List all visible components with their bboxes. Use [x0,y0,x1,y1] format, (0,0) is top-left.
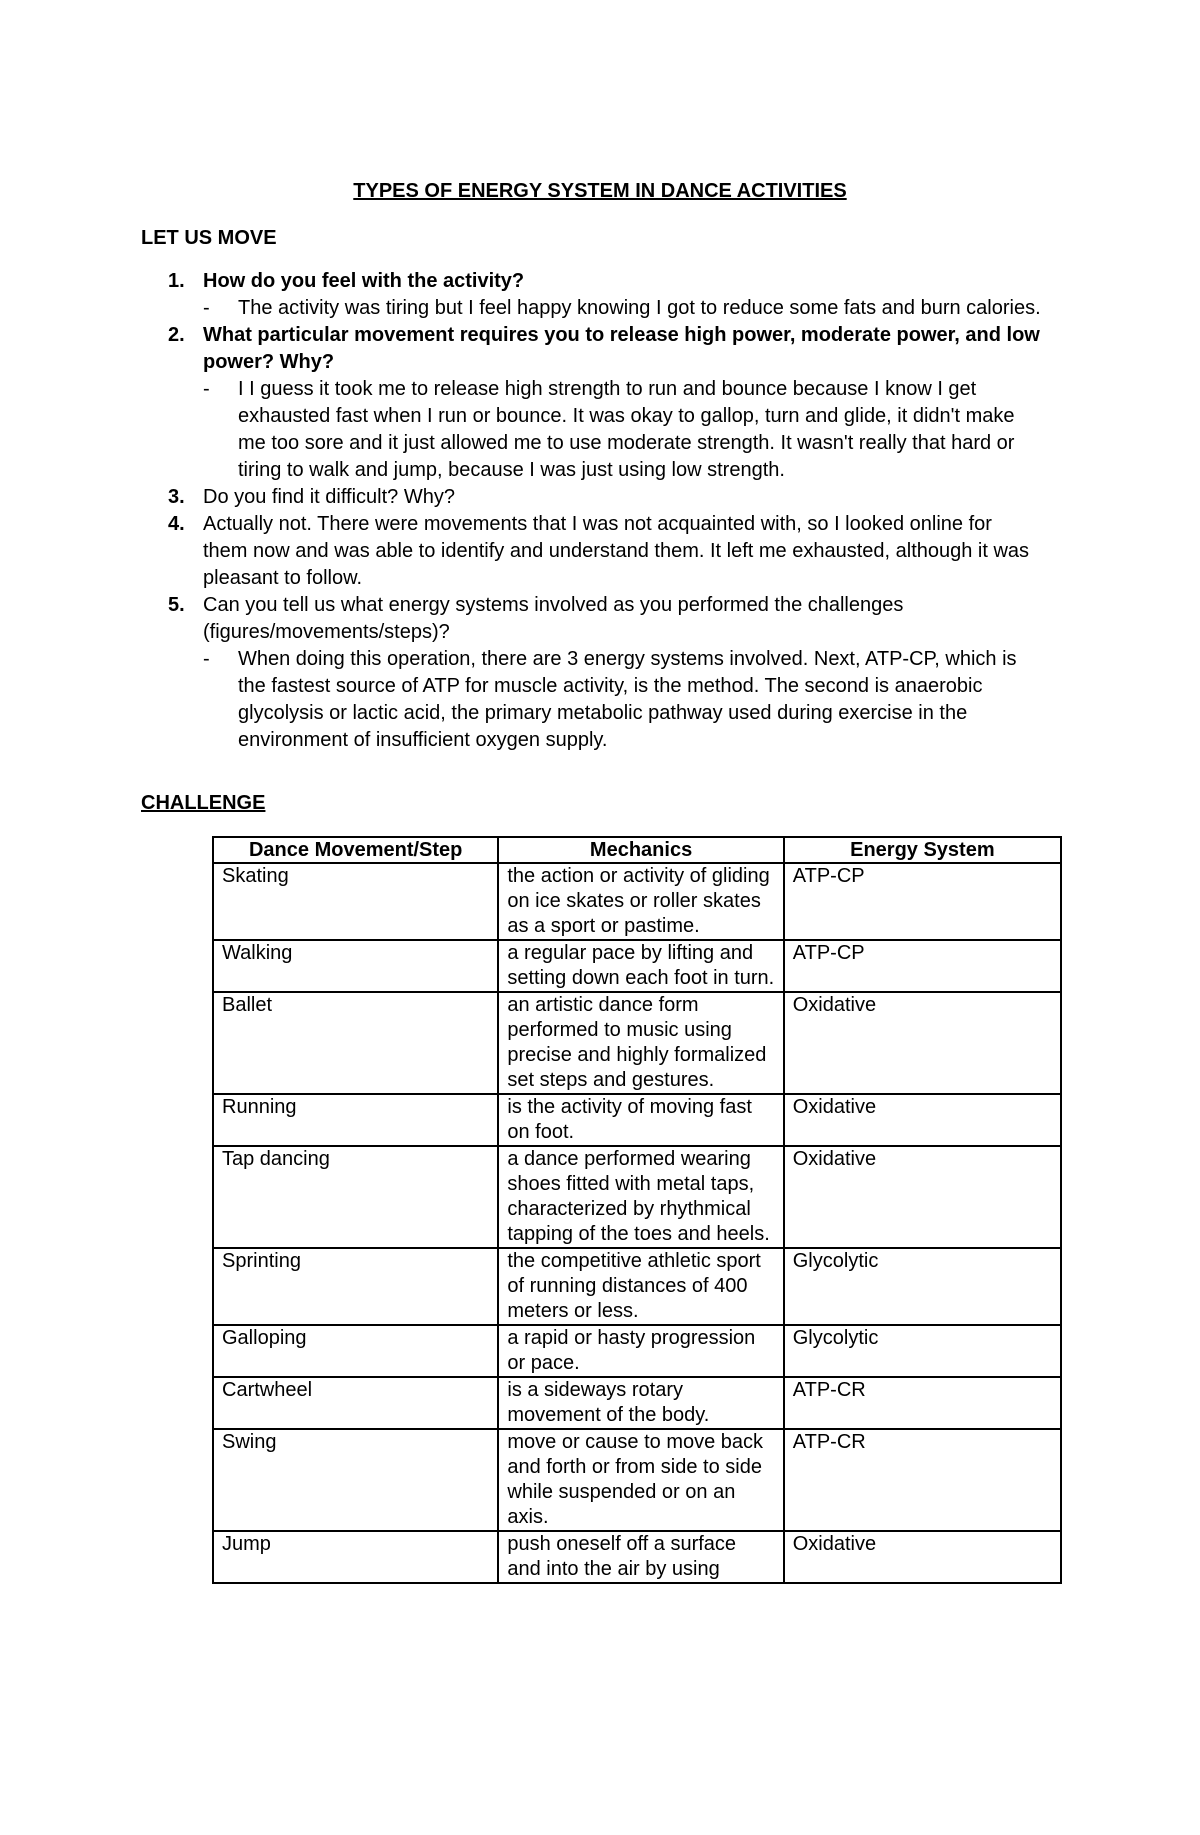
cell-movement: Cartwheel [213,1377,498,1429]
cell-energy-system: ATP-CR [784,1377,1061,1429]
answer-item-5 [141,646,1041,754]
answer-bullet: - [203,648,210,670]
header-energy-system: Energy System [784,837,1061,863]
cell-movement: Running [213,1094,498,1146]
cell-energy-system: Oxidative [784,992,1061,1094]
cell-movement: Ballet [213,992,498,1094]
cell-mechanics: a dance performed wearing shoes fitted with metal taps, characterized by rhythmical tapping of the toes and heels. [498,1146,783,1248]
question-number: 1. [168,270,185,292]
answer-item-1 [141,295,1041,322]
cell-movement: Jump [213,1531,498,1583]
cell-mechanics: is a sideways rotary movement of the body. [498,1377,783,1429]
question-number: 5. [168,594,185,616]
question-text: What particular movement requires you to release high power, moderate power, and low power? Why? [203,324,1040,373]
table-row [213,1248,1061,1325]
cell-movement: Walking [213,940,498,992]
question-item-1 [141,268,1041,295]
table-row [213,863,1061,940]
section-heading-challenge: CHALLENGE [141,792,266,814]
answer-text: The activity was tiring but I feel happy knowing I got to reduce some fats and burn calories. [238,297,1041,319]
cell-movement: Sprinting [213,1248,498,1325]
answer-item-2 [141,376,1041,484]
question-text: How do you feel with the activity? [203,270,525,292]
cell-energy-system: ATP-CR [784,1429,1061,1531]
table-row [213,1377,1061,1429]
question-number: 4. [168,513,185,535]
answer-text: When doing this operation, there are 3 energy systems involved. Next, ATP-CP, which is the fastest source of ATP for muscle activity, is the method. The second is anaerobic glycolysis or lactic acid, the primary metabolic pathway used during exercise in the environment of insufficient oxygen supply. [238,648,1017,751]
answer-text: I I guess it took me to release high strength to run and bounce because I know I get exhausted fast when I run or bounce. It was okay to gallop, turn and glide, it didn't make me too sore and it just allowed me to use moderate strength. It wasn't really that hard or tiring to walk and jump, because I was just using low strength. [238,378,1015,481]
document-title: TYPES OF ENERGY SYSTEM IN DANCE ACTIVITIES [353,180,847,202]
cell-movement: Skating [213,863,498,940]
cell-movement: Tap dancing [213,1146,498,1248]
table-row [213,1146,1061,1248]
cell-mechanics: move or cause to move back and forth or from side to side while suspended or on an axis. [498,1429,783,1531]
table-row [213,1325,1061,1377]
question-text: Actually not. There were movements that I was not acquainted with, so I looked online for them now and was able to identify and understand them. It left me exhausted, although it was pleasant to follow. [203,513,1030,589]
table-row [213,1429,1061,1531]
cell-mechanics: the competitive athletic sport of running distances of 400 meters or less. [498,1248,783,1325]
header-mechanics: Mechanics [498,837,783,863]
section-heading-let-us-move: LET US MOVE [141,227,277,249]
question-list [141,268,1041,754]
question-number: 3. [168,486,185,508]
cell-mechanics: is the activity of moving fast on foot. [498,1094,783,1146]
cell-energy-system: ATP-CP [784,863,1061,940]
question-text: Can you tell us what energy systems involved as you performed the challenges (figures/movements/steps)? [203,594,904,643]
cell-energy-system: Oxidative [784,1531,1061,1583]
question-item-4 [141,511,1041,592]
cell-energy-system: Glycolytic [784,1325,1061,1377]
table-header-row [213,837,1061,863]
table-row [213,1531,1061,1583]
question-number: 2. [168,324,185,346]
cell-mechanics: a rapid or hasty progression or pace. [498,1325,783,1377]
table-row [213,940,1061,992]
answer-bullet: - [203,378,210,400]
question-text: Do you find it difficult? Why? [203,486,455,508]
cell-mechanics: an artistic dance form performed to music using precise and highly formalized set steps and gestures. [498,992,783,1094]
answer-bullet: - [203,297,210,319]
table-row [213,1094,1061,1146]
cell-energy-system: ATP-CP [784,940,1061,992]
cell-mechanics: the action or activity of gliding on ice skates or roller skates as a sport or pastime. [498,863,783,940]
cell-movement: Galloping [213,1325,498,1377]
table-row [213,992,1061,1094]
question-item-2 [141,322,1041,376]
question-item-5 [141,592,1041,646]
cell-energy-system: Oxidative [784,1094,1061,1146]
cell-movement: Swing [213,1429,498,1531]
challenge-table [212,836,1062,1584]
cell-mechanics: push oneself off a surface and into the air by using [498,1531,783,1583]
cell-mechanics: a regular pace by lifting and setting down each foot in turn. [498,940,783,992]
header-dance-movement: Dance Movement/Step [213,837,498,863]
cell-energy-system: Oxidative [784,1146,1061,1248]
question-item-3 [141,484,1041,511]
cell-energy-system: Glycolytic [784,1248,1061,1325]
